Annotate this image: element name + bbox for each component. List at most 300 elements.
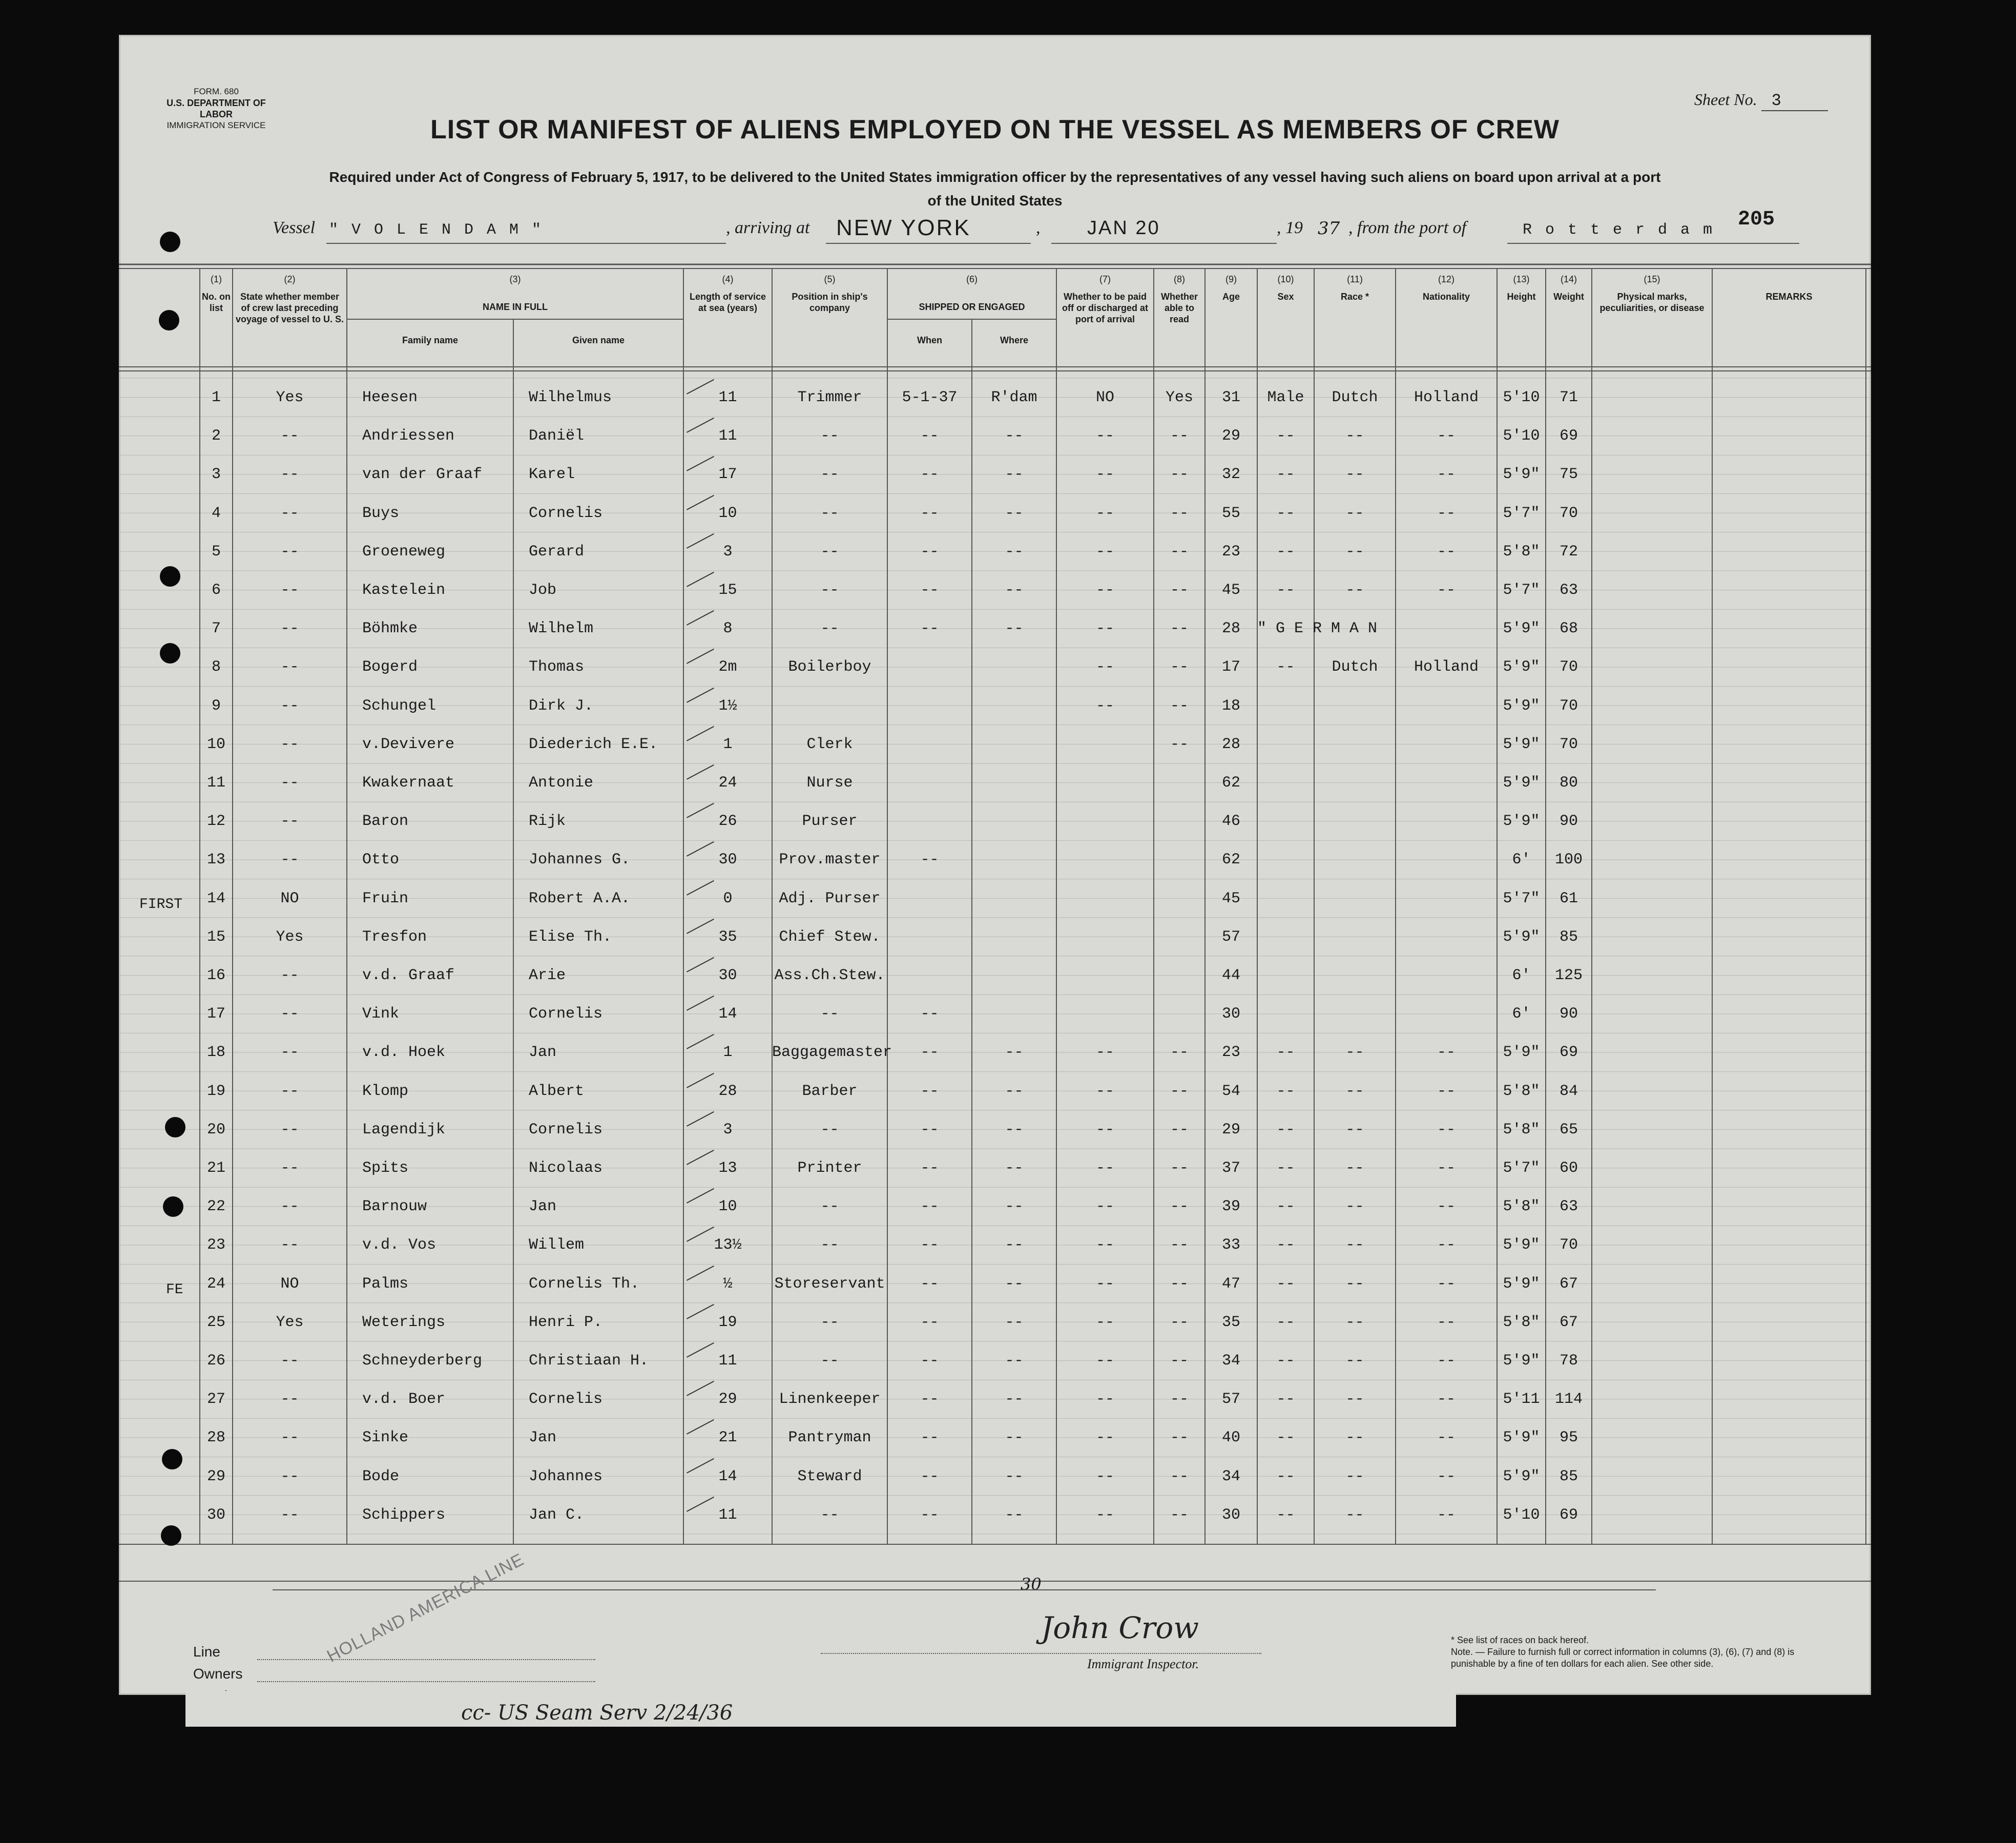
paper-lower-strip — [185, 1691, 1456, 1727]
cell-prev: -- — [280, 543, 299, 561]
cell-where: -- — [1005, 543, 1024, 561]
cell-prev: -- — [280, 1082, 299, 1100]
cell-no: 26 — [206, 1352, 225, 1370]
cell-age: 23 — [1221, 543, 1240, 561]
cell-family: v.d. Hoek — [362, 1044, 446, 1062]
cell-race: Dutch — [1332, 389, 1378, 406]
cell-position: Boilerboy — [788, 658, 871, 676]
column-subheader: Given name — [572, 335, 625, 345]
column-number: (2) — [284, 274, 296, 284]
cell-nat: -- — [1437, 504, 1456, 522]
cell-family: v.Devivere — [362, 735, 455, 753]
cell-nat: -- — [1437, 1391, 1456, 1409]
cell-age: 39 — [1221, 1198, 1240, 1216]
cell-age: 23 — [1221, 1044, 1240, 1062]
cell-height: 5'9" — [1503, 620, 1540, 638]
cell-position: -- — [820, 543, 839, 561]
cell-race: -- — [1345, 1275, 1364, 1293]
cell-prev: -- — [280, 1198, 299, 1216]
cell-service: 30 — [718, 967, 737, 984]
column-number: (14) — [1560, 274, 1577, 284]
cell-age: 18 — [1221, 697, 1240, 715]
from-label: , from the port of — [1348, 218, 1467, 237]
cell-family: Sinke — [362, 1429, 409, 1447]
cell-read: -- — [1170, 1275, 1189, 1293]
cell-family: Heesen — [362, 389, 418, 406]
cell-weight: 69 — [1559, 1506, 1578, 1524]
cell-given: Cornelis — [529, 1121, 603, 1138]
cell-prev: -- — [280, 1159, 299, 1177]
cell-weight: 100 — [1554, 851, 1583, 869]
cell-service: 13 — [718, 1159, 737, 1177]
cell-service: 0 — [723, 889, 733, 907]
cell-where: -- — [1005, 620, 1024, 638]
cell-height: 5'9" — [1503, 928, 1540, 946]
cell-weight: 63 — [1559, 1198, 1578, 1216]
cell-service: 1 — [723, 1044, 733, 1062]
cell-when: -- — [920, 1198, 939, 1216]
cell-paid: -- — [1095, 1313, 1114, 1331]
cell-family: Lagendijk — [362, 1121, 446, 1138]
cell-position: -- — [820, 1506, 839, 1524]
cell-nat: -- — [1437, 466, 1456, 484]
cell-given: Job — [529, 582, 557, 599]
cell-where: R'dam — [991, 389, 1037, 406]
cell-no: 8 — [211, 658, 221, 676]
cell-age: 46 — [1221, 813, 1240, 831]
cell-nat: -- — [1437, 1121, 1456, 1138]
cell-no: 1 — [211, 389, 221, 406]
cell-age: 30 — [1221, 1005, 1240, 1023]
cell-race: -- — [1345, 427, 1364, 445]
cell-where: -- — [1005, 1082, 1024, 1100]
cell-height: 5'9" — [1503, 1467, 1540, 1485]
cell-when: -- — [920, 1313, 939, 1331]
cell-paid: -- — [1095, 582, 1114, 599]
cell-race: -- — [1345, 1429, 1364, 1447]
cell-service: 11 — [718, 1506, 737, 1524]
cell-race: -- — [1345, 1236, 1364, 1254]
cell-paid: -- — [1095, 1467, 1114, 1485]
cell-age: 57 — [1221, 1391, 1240, 1409]
cell-sex: -- — [1276, 466, 1295, 484]
cell-age: 33 — [1221, 1236, 1240, 1254]
cell-paid: -- — [1095, 543, 1114, 561]
cell-height: 5'10 — [1503, 1506, 1540, 1524]
cell-no: 12 — [206, 813, 225, 831]
cell-no: 18 — [206, 1044, 225, 1062]
cell-weight: 85 — [1559, 1467, 1578, 1485]
column-header: Length of service at sea (years) — [689, 292, 766, 313]
cell-family: Vink — [362, 1005, 400, 1023]
vessel-label: Vessel — [273, 218, 316, 237]
cell-where: -- — [1005, 504, 1024, 522]
cell-given: Cornelis — [529, 504, 603, 522]
cell-nat: -- — [1437, 1198, 1456, 1216]
cell-weight: 78 — [1559, 1352, 1578, 1370]
cell-service: 30 — [718, 851, 737, 869]
cell-position: Printer — [797, 1159, 862, 1177]
cell-when: -- — [920, 1005, 939, 1023]
line-label: Line — [193, 1644, 220, 1660]
cell-position: Chief Stew. — [779, 928, 881, 946]
column-number: (11) — [1347, 274, 1363, 284]
cell-sex: -- — [1276, 1467, 1295, 1485]
cell-sex: -- — [1276, 1429, 1295, 1447]
cell-given: Rijk — [529, 813, 566, 831]
cell-when: -- — [920, 1159, 939, 1177]
column-header: NAME IN FULL — [483, 302, 548, 312]
cell-prev: -- — [280, 1391, 299, 1409]
cell-read: -- — [1170, 1429, 1189, 1447]
cell-weight: 72 — [1559, 543, 1578, 561]
cell-paid: -- — [1095, 1236, 1114, 1254]
cell-service: 28 — [718, 1082, 737, 1100]
cell-family: Schungel — [362, 697, 437, 715]
cell-weight: 90 — [1559, 1005, 1578, 1023]
cell-family: v.d. Vos — [362, 1236, 437, 1254]
cell-position: -- — [820, 582, 839, 599]
cell-no: 3 — [211, 466, 221, 484]
column-header: Race * — [1340, 292, 1369, 302]
punch-hole — [159, 310, 179, 330]
cell-height: 6' — [1512, 1005, 1531, 1023]
cell-sex: -- — [1276, 1159, 1295, 1177]
column-header: Whether to be paid off or discharged at port of arrival — [1062, 292, 1149, 324]
cell-position: -- — [820, 466, 839, 484]
cell-nat: -- — [1437, 1044, 1456, 1062]
cell-age: 57 — [1221, 928, 1240, 946]
column-number: (13) — [1513, 274, 1530, 284]
cell-prev: -- — [280, 466, 299, 484]
cell-no: 10 — [206, 735, 225, 753]
cell-paid: -- — [1095, 697, 1114, 715]
cell-given: Cornelis — [529, 1391, 603, 1409]
cell-where: -- — [1005, 427, 1024, 445]
cell-read: -- — [1170, 582, 1189, 599]
cell-service: 10 — [718, 504, 737, 522]
cell-family: Klomp — [362, 1082, 409, 1100]
cell-sex: " G E R M A N — [1257, 620, 1378, 638]
cell-given: Jan — [529, 1044, 557, 1062]
cell-height: 6' — [1512, 851, 1531, 869]
subtitle-line-1: Required under Act of Congress of February 5, 1917, to be delivered to the United States immigration officer by the representatives of any vessel having such aliens on board upon arrival at a port — [329, 169, 1661, 185]
cell-weight: 75 — [1559, 466, 1578, 484]
cell-family: Palms — [362, 1275, 409, 1293]
cell-age: 17 — [1221, 658, 1240, 676]
cell-given: Jan C. — [529, 1506, 585, 1524]
cell-service: 19 — [718, 1313, 737, 1331]
cell-height: 5'8" — [1503, 1198, 1540, 1216]
column-number: (8) — [1174, 274, 1185, 284]
cell-position: Pantryman — [788, 1429, 871, 1447]
cell-no: 11 — [206, 774, 225, 792]
cell-read: -- — [1170, 1121, 1189, 1138]
cell-family: v.d. Graaf — [362, 967, 455, 984]
cell-where: -- — [1005, 1352, 1024, 1370]
cell-service: 1½ — [718, 697, 737, 715]
cell-position: Ass.Ch.Stew. — [774, 967, 885, 984]
cell-service: 8 — [723, 620, 733, 638]
cell-race: -- — [1345, 582, 1364, 599]
column-number: (12) — [1438, 274, 1454, 284]
cell-weight: 70 — [1559, 735, 1578, 753]
cell-where: -- — [1005, 1506, 1024, 1524]
cell-age: 55 — [1221, 504, 1240, 522]
cell-height: 5'8" — [1503, 543, 1540, 561]
cell-prev: -- — [280, 1506, 299, 1524]
cell-read: -- — [1170, 1198, 1189, 1216]
cell-when: -- — [920, 1236, 939, 1254]
cell-family: Buys — [362, 504, 400, 522]
cell-paid: -- — [1095, 1429, 1114, 1447]
cell-race: -- — [1345, 466, 1364, 484]
cell-weight: 67 — [1559, 1275, 1578, 1293]
cell-weight: 90 — [1559, 813, 1578, 831]
cell-family: Schippers — [362, 1506, 446, 1524]
margin-note-fe: FE — [166, 1282, 183, 1298]
cell-service: 35 — [718, 928, 737, 946]
cell-no: 30 — [206, 1506, 225, 1524]
cell-when: -- — [920, 1352, 939, 1370]
from-port: R o t t e r d a m — [1523, 221, 1715, 239]
cell-age: 34 — [1221, 1352, 1240, 1370]
cell-given: Cornelis — [529, 1005, 603, 1023]
cell-position: Trimmer — [797, 389, 862, 406]
cell-family: Schneyderberg — [362, 1352, 483, 1370]
cell-family: van der Graaf — [362, 466, 483, 484]
cell-weight: 114 — [1554, 1391, 1583, 1409]
cell-prev: -- — [280, 851, 299, 869]
cell-age: 40 — [1221, 1429, 1240, 1447]
cell-race: -- — [1345, 1044, 1364, 1062]
cell-when: -- — [920, 1467, 939, 1485]
arrival-date: JAN 20 — [1087, 217, 1160, 239]
cell-when: -- — [920, 582, 939, 599]
cell-age: 29 — [1221, 1121, 1240, 1138]
cell-race: -- — [1345, 1352, 1364, 1370]
total-count: 30 — [1021, 1575, 1042, 1594]
cell-position: Steward — [797, 1467, 862, 1485]
manifest-sheet — [119, 35, 1871, 1695]
cell-age: 62 — [1221, 774, 1240, 792]
cell-nat: Holland — [1414, 389, 1479, 406]
cell-service: 1 — [723, 735, 733, 753]
cell-prev: -- — [280, 504, 299, 522]
cell-race: Dutch — [1332, 658, 1378, 676]
column-number: (4) — [722, 274, 734, 284]
punch-hole — [163, 1196, 183, 1217]
cell-position: Linenkeeper — [779, 1391, 881, 1409]
cell-prev: -- — [280, 620, 299, 638]
vessel-name: " V O L E N D A M " — [329, 221, 544, 239]
cell-weight: 125 — [1554, 967, 1583, 984]
cell-given: Antonie — [529, 774, 594, 792]
column-subheader: When — [917, 335, 942, 345]
cell-weight: 68 — [1559, 620, 1578, 638]
cell-no: 20 — [206, 1121, 225, 1138]
cell-paid: -- — [1095, 1121, 1114, 1138]
cell-height: 5'9" — [1503, 1429, 1540, 1447]
cell-no: 9 — [211, 697, 221, 715]
cell-age: 32 — [1221, 466, 1240, 484]
cell-given: Willem — [529, 1236, 585, 1254]
cell-prev: -- — [280, 813, 299, 831]
cell-weight: 70 — [1559, 1236, 1578, 1254]
cell-height: 5'10 — [1503, 389, 1540, 406]
cell-service: 17 — [718, 466, 737, 484]
cell-read: -- — [1170, 1467, 1189, 1485]
cell-no: 23 — [206, 1236, 225, 1254]
cell-read: -- — [1170, 1159, 1189, 1177]
cell-prev: -- — [280, 1005, 299, 1023]
cell-no: 15 — [206, 928, 225, 946]
cell-height: 5'8" — [1503, 1313, 1540, 1331]
cell-service: 26 — [718, 813, 737, 831]
cell-height: 5'9" — [1503, 813, 1540, 831]
cell-sex: -- — [1276, 504, 1295, 522]
cell-position: Barber — [802, 1082, 858, 1100]
cell-race: -- — [1345, 1121, 1364, 1138]
cell-family: Spits — [362, 1159, 409, 1177]
cell-read: -- — [1170, 1391, 1189, 1409]
cell-read: -- — [1170, 543, 1189, 561]
cell-height: 5'9" — [1503, 1275, 1540, 1293]
column-header: No. on list — [202, 292, 231, 313]
column-subheader: Family name — [402, 335, 459, 345]
cell-sex: -- — [1276, 1082, 1295, 1100]
cell-no: 16 — [206, 967, 225, 984]
cell-weight: 71 — [1559, 389, 1578, 406]
cell-given: Cornelis Th. — [529, 1275, 640, 1293]
cell-read: Yes — [1165, 389, 1193, 406]
cell-weight: 95 — [1559, 1429, 1578, 1447]
cell-sex: -- — [1276, 1044, 1295, 1062]
cell-height: 5'7" — [1503, 1159, 1540, 1177]
cell-nat: -- — [1437, 543, 1456, 561]
cell-height: 5'8" — [1503, 1082, 1540, 1100]
cell-family: Fruin — [362, 889, 409, 907]
cell-age: 34 — [1221, 1467, 1240, 1485]
cell-sex: -- — [1276, 1506, 1295, 1524]
cell-prev: -- — [280, 1236, 299, 1254]
cell-prev: -- — [280, 697, 299, 715]
cell-weight: 69 — [1559, 427, 1578, 445]
cell-read: -- — [1170, 1506, 1189, 1524]
cell-nat: -- — [1437, 1159, 1456, 1177]
cell-nat: -- — [1437, 427, 1456, 445]
column-header: State whether member of crew last preceding voyage of vessel to U. S. — [235, 292, 344, 324]
cell-sex: -- — [1276, 427, 1295, 445]
cell-service: 21 — [718, 1429, 737, 1447]
cell-given: Henri P. — [529, 1313, 603, 1331]
cell-where: -- — [1005, 1159, 1024, 1177]
column-header: Nationality — [1422, 292, 1470, 302]
cell-service: 11 — [718, 427, 737, 445]
cell-no: 5 — [211, 543, 221, 561]
cell-race: -- — [1345, 1391, 1364, 1409]
cell-age: 62 — [1221, 851, 1240, 869]
cell-family: Otto — [362, 851, 400, 869]
cell-position: Storeservant — [774, 1275, 885, 1293]
cell-weight: 65 — [1559, 1121, 1578, 1138]
cell-paid: -- — [1095, 1506, 1114, 1524]
cell-height: 6' — [1512, 967, 1531, 984]
cell-height: 5'9" — [1503, 658, 1540, 676]
races-note: * See list of races on back hereof. — [1451, 1635, 1589, 1645]
cell-height: 5'9" — [1503, 1352, 1540, 1370]
year-suffix: 37 — [1318, 218, 1340, 239]
cell-sex: -- — [1276, 1121, 1295, 1138]
cell-weight: 70 — [1559, 504, 1578, 522]
cell-when: -- — [920, 1275, 939, 1293]
cell-family: Andriessen — [362, 427, 455, 445]
column-header: Physical marks, peculiarities, or disease — [1599, 292, 1705, 313]
column-header: Weight — [1553, 292, 1584, 302]
cell-weight: 63 — [1559, 582, 1578, 599]
cell-when: -- — [920, 1506, 939, 1524]
cell-when: -- — [920, 851, 939, 869]
cell-given: Elise Th. — [529, 928, 612, 946]
cell-age: 28 — [1221, 620, 1240, 638]
cell-where: -- — [1005, 1198, 1024, 1216]
cell-paid: -- — [1095, 658, 1114, 676]
cell-paid: -- — [1095, 1352, 1114, 1370]
cell-given: Diederich E.E. — [529, 735, 658, 753]
cell-race: -- — [1345, 1082, 1364, 1100]
cell-prev: -- — [280, 658, 299, 676]
cell-race: -- — [1345, 1506, 1364, 1524]
column-number: (1) — [211, 274, 222, 284]
cell-position: Clerk — [806, 735, 853, 753]
cell-no: 14 — [206, 889, 225, 907]
cell-given: Johannes — [529, 1467, 603, 1485]
cell-when: -- — [920, 504, 939, 522]
cell-weight: 60 — [1559, 1159, 1578, 1177]
penalty-note: Note. — Failure to furnish full or correct information in columns (3), (6), (7) and (8) is punishable by a fine of ten dollars for each alien. See other side. — [1451, 1647, 1795, 1669]
cell-age: 54 — [1221, 1082, 1240, 1100]
line-stamp: HOLLAND AMERICA LINE — [324, 1549, 528, 1666]
cell-read: -- — [1170, 620, 1189, 638]
cell-family: Bode — [362, 1467, 400, 1485]
cell-prev: -- — [280, 1352, 299, 1370]
cell-service: 14 — [718, 1467, 737, 1485]
cell-when: -- — [920, 1391, 939, 1409]
cell-given: Wilhelmus — [529, 389, 612, 406]
cell-race: -- — [1345, 1313, 1364, 1331]
owners-label: Owners — [193, 1666, 243, 1682]
cell-age: 47 — [1221, 1275, 1240, 1293]
cell-paid: -- — [1095, 1391, 1114, 1409]
column-header: REMARKS — [1765, 292, 1813, 302]
cell-given: Arie — [529, 967, 566, 984]
cell-no: 2 — [211, 427, 221, 445]
arriving-label: , arriving at — [726, 218, 810, 237]
cell-read: -- — [1170, 658, 1189, 676]
cell-prev: -- — [280, 774, 299, 792]
cell-no: 24 — [206, 1275, 225, 1293]
cell-nat: -- — [1437, 1082, 1456, 1100]
cell-given: Jan — [529, 1198, 557, 1216]
column-number: (7) — [1099, 274, 1111, 284]
cell-paid: -- — [1095, 466, 1114, 484]
cell-family: v.d. Boer — [362, 1391, 446, 1409]
punch-hole — [160, 566, 180, 587]
cell-where: -- — [1005, 1313, 1024, 1331]
cell-when: -- — [920, 427, 939, 445]
cell-read: -- — [1170, 427, 1189, 445]
cell-where: -- — [1005, 1121, 1024, 1138]
